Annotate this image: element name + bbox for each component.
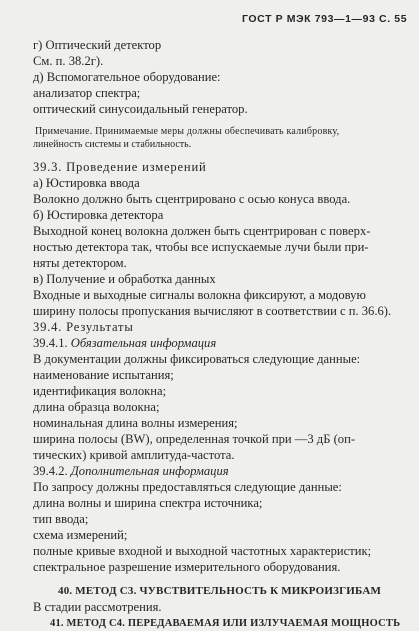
list-item: наименование испытания; — [33, 368, 174, 382]
paragraph: По запросу должны предоставляться следующие данные: — [33, 480, 342, 494]
subsection-a: а) Юстировка ввода — [33, 176, 140, 190]
paragraph: няты детектором. — [33, 256, 127, 270]
list-item: анализатор спектра; — [33, 86, 141, 100]
list-item: идентификация волокна; — [33, 384, 167, 398]
item-aux-equipment: д) Вспомогательное оборудование: — [33, 70, 221, 84]
subsection-title: Обязательная информация — [70, 336, 217, 350]
list-item: номинальная длина волны измерения; — [33, 416, 238, 430]
paragraph: Выходной конец волокна должен быть сцентрирован с поверх- — [33, 224, 371, 238]
subsection-title: Дополнительная информация — [70, 464, 229, 478]
section-39-4-title: 39.4. Результаты — [33, 320, 134, 334]
ref-line: См. п. 38.2г). — [33, 54, 104, 68]
section-41-title: 41. МЕТОД С4. ПЕРЕДАВАЕМАЯ ИЛИ ИЗЛУЧАЕМАЯ МОЩНОСТЬ — [50, 618, 401, 629]
list-item: длина волны и ширина спектра источника; — [33, 496, 263, 510]
paragraph: ширину полосы пропускания вычисляют в соответствии с п. 36.6). — [33, 304, 392, 318]
page-header: ГОСТ Р МЭК 793—1—93 С. 55 — [242, 13, 408, 25]
note-line-2: линейность системы и стабильность. — [33, 139, 192, 150]
paragraph: ностью детектора так, чтобы все испускаемые лучи были при- — [33, 240, 369, 254]
paragraph: В стадии рассмотрения. — [33, 600, 162, 614]
note-line-1: Примечание. Принимаемые меры должны обеспечивать калибровку, — [35, 126, 340, 137]
subsection-number: 39.4.1. — [33, 336, 68, 350]
list-item: спектральное разрешение измерительного оборудования. — [33, 560, 341, 574]
paragraph: Волокно должно быть сцентрировано с осью конуса ввода. — [33, 192, 351, 206]
subsection-39-4-2 — [33, 464, 229, 479]
list-item: ширина полосы (BW), определенная точкой при —3 дБ (оп- — [33, 432, 356, 446]
paragraph: Входные и выходные сигналы волокна фиксируют, а модовую — [33, 288, 366, 302]
section-40-title: 40. МЕТОД С3. ЧУВСТВИТЕЛЬНОСТЬ К МИКРОИЗГИБАМ — [58, 585, 382, 597]
paragraph: тических) кривой амплитуда-частота. — [33, 448, 235, 462]
list-item: длина образца волокна; — [33, 400, 160, 414]
list-item: полные кривые входной и выходной частотных характеристик; — [33, 544, 372, 558]
subsection-number: 39.4.2. — [33, 464, 68, 478]
paragraph: В документации должны фиксироваться следующие данные: — [33, 352, 361, 366]
list-item: схема измерений; — [33, 528, 128, 542]
subsection-c: в) Получение и обработка данных — [33, 272, 216, 286]
subsection-39-4-1 — [33, 336, 216, 351]
item-optical-detector: г) Оптический детектор — [33, 38, 162, 52]
section-39-3-title: 39.3. Проведение измерений — [33, 160, 207, 174]
list-item: оптический синусоидальный генератор. — [33, 102, 248, 116]
list-item: тип ввода; — [33, 512, 89, 526]
subsection-b: б) Юстировка детектора — [33, 208, 164, 222]
